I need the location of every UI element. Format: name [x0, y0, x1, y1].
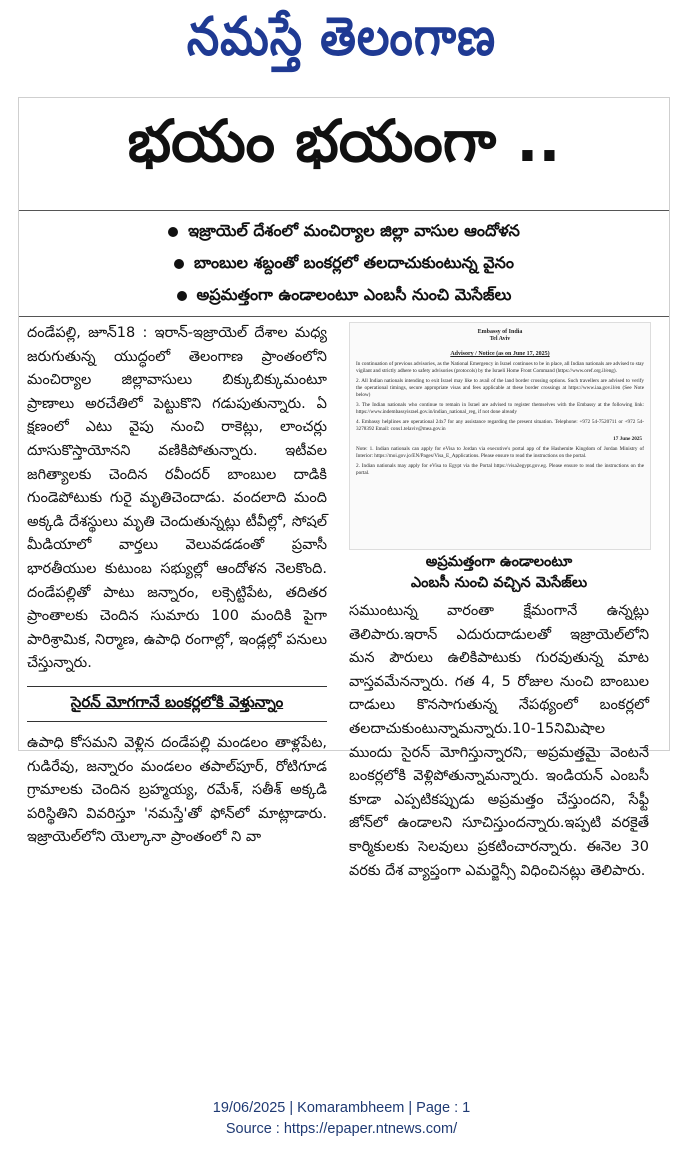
- article-right-column: [349, 600, 649, 883]
- subpoint-2: [19, 248, 669, 280]
- page-footer: [0, 1098, 683, 1140]
- article-subheading: సైరన్ మోగగానే బంకర్లలోకి వెళ్తున్నాం: [27, 686, 327, 722]
- photo-caption: [349, 552, 649, 594]
- bullet-icon: [168, 227, 178, 237]
- subpoint-3-text: అప్రమత్తంగా ఉండాలంటూ ఎంబసీ నుంచి మెసేజ్‌లు: [196, 284, 512, 304]
- article-headline: భయం భయంగా ..: [127, 107, 561, 175]
- notice-subtitle: Advisory / Notice (as on June 17, 2025): [450, 351, 550, 357]
- left-paragraph-1: దండేపల్లి, జూన్18 : ఇరాన్-ఇజ్రాయెల్ దేశాల మధ్య జరుగుతున్న యుద్ధంలో తెలంగాణ ప్రాంతంలోని మంచిర్యాల జిల్లావాసులు బిక్కుబిక్కుమంటూ ప్రాణాలు అరచేతిలో పెట్టుకొని గడుపుతున్నారు. ఏ క్షణంలో ఎటు వైపు నుంచి రాకెట్లు, లాంచర్లు దూసుకొస్తాయోనని వణికిపోతున్నారు. ఇటీవల జగిత్యాలకు చెందిన రవీందర్ బాంబుల దాడికి గుండెపోటుకు గురై మృతిచెందాడు. వందలాది మంది అక్కడి దేశస్థులు మృతి చెందుతున్నట్లు టీవీల్లో, సోషల్ మీడియాలో వార్తలు వెలువడడంతో ప్రవాసీ భారతీయుల కుటుంబ సభ్యుల్లో ఆందోళన నెలకొంది. దండేపల్లితో పాటు జన్నారం, లక్సెట్టిపేట, తదితర ప్రాంతాలకు చెందిన సుమారు 100 మందికి పైగా పారిశ్రామిక, నిర్మాణ, ఉపాధి రంగాల్లో, ఇండ్లల్లో పనులు చేస్తున్నారు.: [27, 325, 327, 672]
- notice-date: 17 June 2025: [613, 436, 642, 442]
- photo-caption-line-2: ఎంబసీ నుంచి వచ్చిన మెసేజ్‌లు: [410, 575, 588, 591]
- bullet-icon: [174, 259, 184, 269]
- masthead-logo: నమస్తే తెలంగాణ: [186, 4, 497, 67]
- subpoints-divider: [19, 316, 669, 317]
- footer-source: Source : https://epaper.ntnews.com/: [225, 1121, 458, 1137]
- article-subpoints: [19, 216, 669, 312]
- footer-edition-info: 19/06/2025 | Komarambheem | Page : 1: [212, 1100, 471, 1116]
- headline-divider: [19, 210, 669, 211]
- notice-note-2: 2. Indian nationals may apply for eVisa to Egypt via the Portal https://visa2egypt.gov.eg. Please ensure to read the instructions on the portal.: [356, 463, 644, 476]
- bullet-icon: [177, 291, 187, 301]
- notice-paragraph-2: 2. All Indian nationals intending to exit Israel may like to avail of the land border crossing options. Such travellers are advised to verify the operational timings, secure appropriate visas and fees applicable at these border crossings at https://www.iaa.gov.il/en (See Note below): [356, 378, 644, 398]
- photo-caption-line-1: అప్రమత్తంగా ఉండాలంటూ: [425, 554, 573, 570]
- newspaper-masthead: [0, 0, 683, 85]
- left-paragraph-2: ఉపాధి కోసమని వెళ్లిన దండేపల్లి మండలం తాళ్లపేట, గుడిరేవు, జన్నారం మండలం తపాల్‌పూర్, రోటిగూడ గ్రామాలకు చెందిన బ్రహ్మయ్య, రమేశ్, సతీశ్ అక్కడి పరిస్థితిని వివరిస్తూ 'నమస్తే'తో ఫోన్‌లో మాట్లాడారు. ఇజ్రాయెల్‌లోని యెల్కానా ప్రాంతంలో ని వా: [27, 734, 327, 846]
- notice-paragraph-3: 3. The Indian nationals who continue to remain in Israel are advised to register themselves with the Embassy at the following link: https://www.indembassyisrael.gov.in/indian_national_reg, if not done already: [356, 402, 644, 415]
- right-paragraph: సముంటున్న వారంతా క్షేమంగానే ఉన్నట్లు తెలిపారు.ఇరాన్ ఎదురుదాడులతో ఇజ్రాయెల్‌లోని మన పౌరులు ఉలికిపాటుకు గురవుతున్న మాట వాస్తవమేనన్నారు. గత 4, 5 రోజుల నుంచి బాంబుల దాడులు కొనసాగుతున్న నేపథ్యంలో బంకర్లలో తలదాచుకుంటున్నామన్నారు.10-15నిమిషాల ముందు సైరన్ మోగిస్తున్నారని, అప్రమత్తమై వెంటనే బంకర్లలోకి వెళ్లిపోతున్నామన్నారు. ఇండియన్ ఎంబసీ కూడా ఎప్పటికప్పుడు అప్రమత్తం చేస్తుందని, సేఫ్టీ జోన్‌లో ఉండాలని సూచిస్తుందన్నారు.ఇప్పటి వరకైతే కార్మికులకు సెలవులు ప్రకటించారన్నారు. ఈనెల 30 వరకు దేశ వ్యాప్తంగా ఎమర్జెన్సీ విధించినట్లు తెలిపారు.: [349, 603, 649, 879]
- notice-paragraph-1: In continuation of previous advisories, as the National Emergency in Israel continues to be in place, all Indian nationals are advised to stay vigilant and strictly adhere to safety advisories (protocols) by the Israeli Home Front Command (https://www.oref.org.il/eng).: [356, 361, 644, 374]
- notice-paragraph-4: 4. Embassy helplines are operational 24x7 for any assistance regarding the present situation. Telephone: +972 54-7520711 or +972 54-3278392 Email: cons1.telaviv@mea.gov.in: [356, 419, 644, 432]
- news-clipping: [18, 97, 670, 879]
- article-left-column: [27, 322, 327, 850]
- subpoint-1-text: ఇజ్రాయెల్ దేశంలో మంచిర్యాల జిల్లా వాసుల ఆందోళన: [188, 220, 520, 240]
- subpoint-2-text: బాంబుల శబ్దంతో బంకర్లలో తలదాచుకుంటున్న వైనం: [194, 252, 514, 272]
- subpoint-3: [19, 280, 669, 312]
- notice-note: Note: 1. Indian nationals can apply for eVisa to Jordan via executive's portal app of the Hashemite Kingdom of Jordan Ministry of Interior: https://moi.gov.jo/EN/Pages/Visa_E_Applications. Please ensure to read the instructions on the portal.: [356, 446, 644, 459]
- subpoint-1: [19, 216, 669, 248]
- embassy-notice-image: [349, 322, 651, 550]
- notice-title: Embassy of India: [477, 329, 523, 335]
- notice-city: Tel Aviv: [489, 336, 511, 342]
